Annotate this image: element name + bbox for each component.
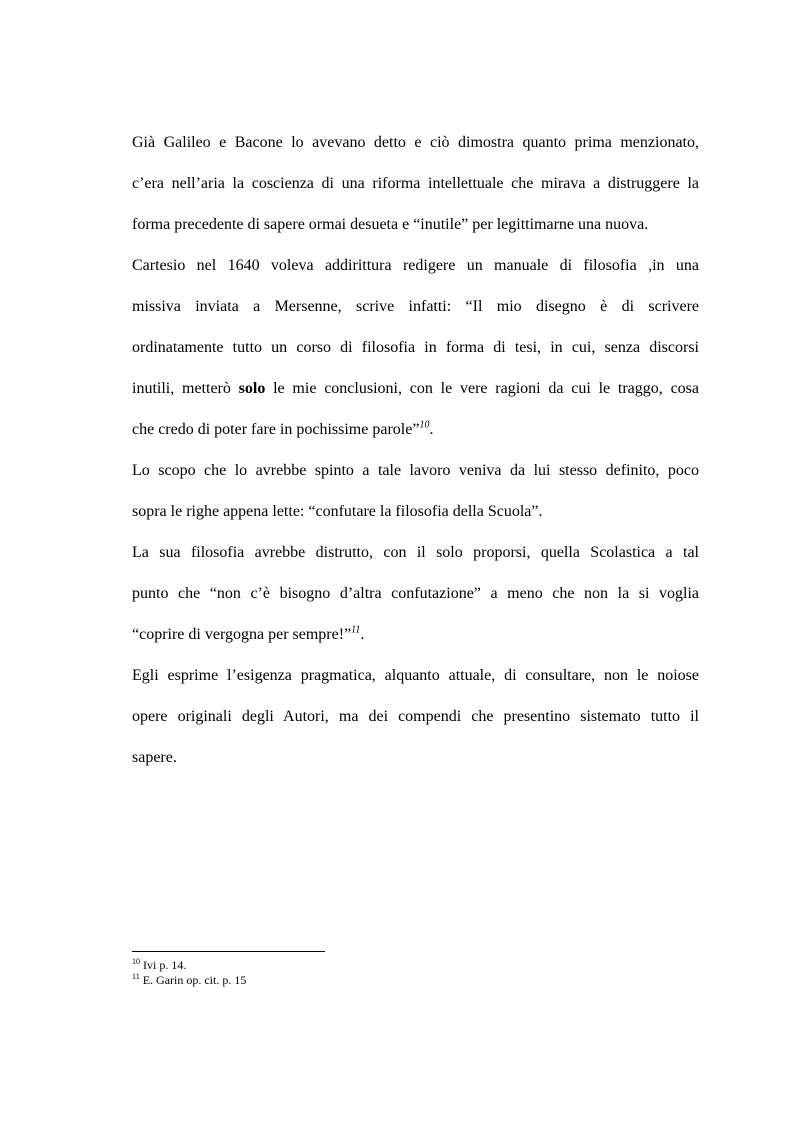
footnote-ref: 11 [351,624,361,636]
footnote-number: 10 [132,957,140,966]
paragraph-line: sapere. [132,749,177,766]
footnote-ref: 10 [419,419,430,431]
line-text: inutili, metterò [132,380,239,397]
paragraph-line: Già Galileo e Bacone lo avevano detto e ciò dimostra quanto prima menzionato, [132,134,699,151]
paragraph-line [132,378,699,400]
footnote-text: E. Garin op. cit. p. 15 [142,973,247,987]
paragraph-line: ordinatamente tutto un corso di filosofia in forma di tesi, in cui, senza discorsi [132,339,699,356]
bold-word: solo [238,380,266,397]
footnote-number: 11 [132,972,140,981]
paragraph-line: sopra le righe appena lette: “confutare la filosofia della Scuola”. [132,503,543,520]
line-text: le mie conclusioni, con le vere ragioni da cui le traggo, cosa [265,380,699,397]
paragraph-line [132,419,433,441]
line-end: . [360,626,365,643]
footnote-10 [132,958,246,973]
paragraph-line: Egli esprime l’esigenza pragmatica, alquanto attuale, di consultare, non le noiose [132,667,699,684]
line-end: . [429,421,434,438]
paragraph-line: punto che “non c’è bisogno d’altra confutazione” a meno che non la si voglia [132,585,699,602]
footnote-11 [132,973,246,988]
paragraph-line: Cartesio nel 1640 voleva addirittura redigere un manuale di filosofia ,in una [132,257,699,274]
line-text: che credo di poter fare in pochissime parole” [132,421,420,438]
paragraph-line: missiva inviata a Mersenne, scrive infatti: “Il mio disegno è di scrivere [132,298,699,315]
footnote-separator [132,951,325,952]
footnotes [132,958,246,988]
paragraph-line: Lo scopo che lo avrebbe spinto a tale lavoro veniva da lui stesso definito, poco [132,462,699,479]
paragraph-line: c’era nell’aria la coscienza di una riforma intellettuale che mirava a distruggere la [132,175,699,192]
paragraph-line: forma precedente di sapere ormai desueta e “inutile” per legittimarne una nuova. [132,216,649,233]
paragraph-line [132,624,364,646]
footnote-text: Ivi p. 14. [143,958,187,972]
paragraph-line: La sua filosofia avrebbe distrutto, con il solo proporsi, quella Scolastica a tal [132,544,699,561]
line-text: “coprire di vergogna per sempre!” [132,626,352,643]
paragraph-line: opere originali degli Autori, ma dei compendi che presentino sistemato tutto il [132,708,699,725]
